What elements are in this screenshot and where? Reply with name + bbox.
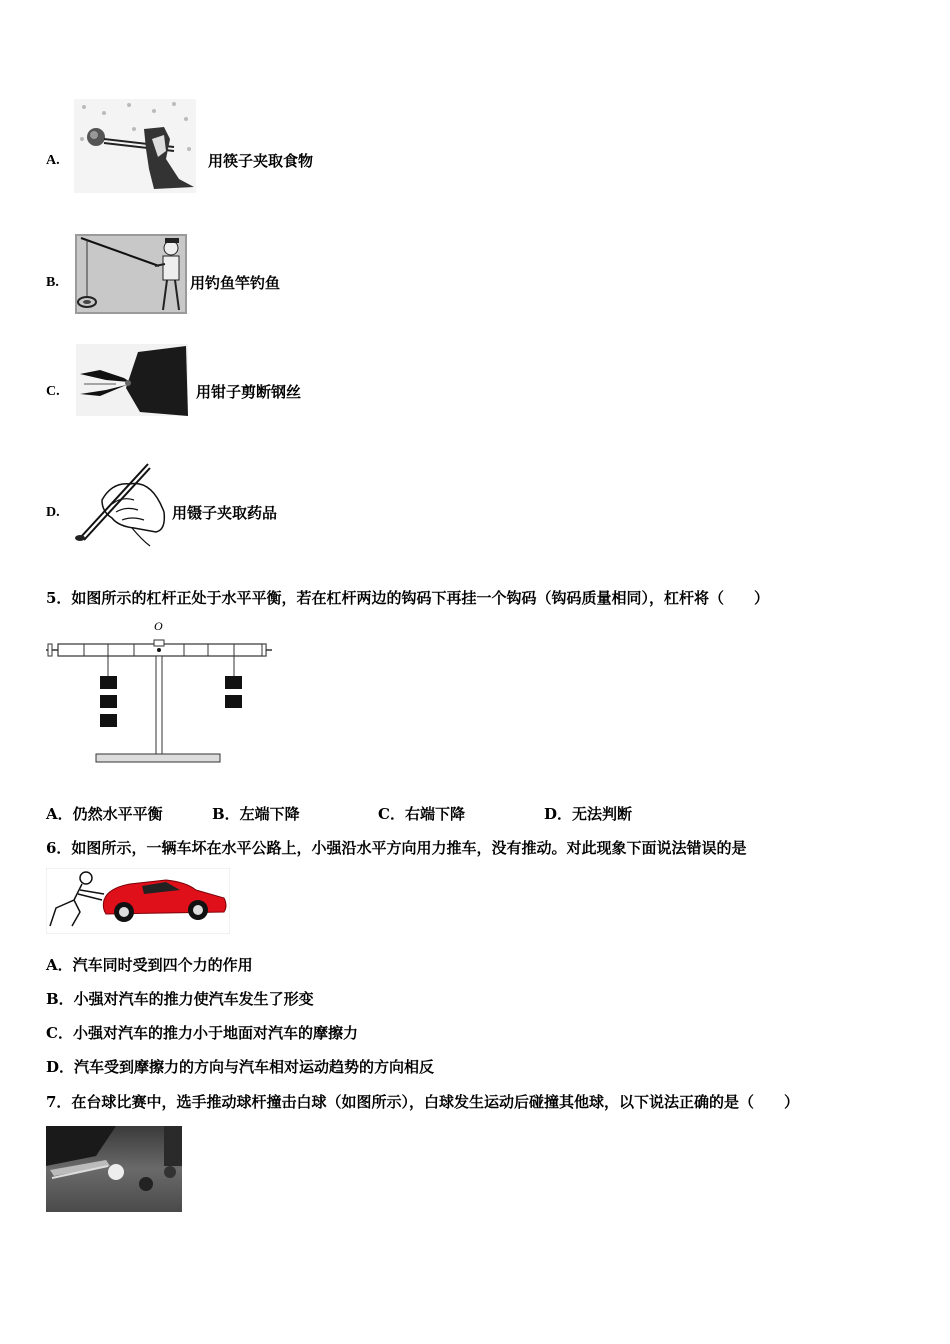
right-weight-2 [225,695,242,708]
q5-option-b: B．左端下降 [212,805,300,823]
left-weight-3 [100,714,117,727]
q5-option-c: C．右端下降 [378,805,465,823]
pliers-image [76,344,188,416]
q6-option-c: C．小强对汽车的推力小于地面对汽车的摩擦力 [46,1024,358,1042]
q6-option-a: A．汽车同时受到四个力的作用 [46,956,253,974]
pivot-label: O [154,619,163,633]
q4-option-b-letter: B. [46,275,59,290]
fishing-man-image [75,234,187,314]
q4-option-c-letter: C. [46,384,60,399]
q6-option-b: B．小强对汽车的推力使汽车发生了形变 [46,990,314,1008]
left-weight-2 [100,695,117,708]
q5-stem: 5．如图所示的杠杆正处于水平平衡，若在杠杆两边的钩码下再挂一个钩码（钩码质量相同），杠杆将（ ） [46,589,769,607]
right-weight-1 [225,676,242,689]
chopsticks-hand-image [74,99,196,193]
left-weight-1 [100,676,117,689]
q4-option-d-text: 用镊子夹取药品 [172,504,278,522]
q7-stem: 7．在台球比赛中，选手推动球杆撞击白球（如图所示），白球发生运动后碰撞其他球，以下说法正确的是（ ） [46,1093,799,1111]
q4-option-a-letter: A. [46,153,60,168]
q5-option-a: A．仍然水平平衡 [46,805,163,823]
q4-option-b-text: 用钓鱼竿钓鱼 [190,274,281,292]
push-car-image [46,868,230,934]
q6-option-d: D．汽车受到摩擦力的方向与汽车相对运动趋势的方向相反 [46,1058,435,1076]
billiards-image [46,1126,182,1212]
lever-diagram [44,616,274,768]
q4-option-c-text: 用钳子剪断钢丝 [196,383,302,401]
q4-option-d-letter: D. [46,505,60,520]
q4-option-a-text: 用筷子夹取食物 [208,152,314,170]
q6-stem: 6．如图所示，一辆车坏在水平公路上，小强沿水平方向用力推车，没有推动。对此现象下面说法错误的是 [46,839,747,857]
q5-option-d: D．无法判断 [544,805,633,823]
tweezers-hand-image [72,460,170,548]
